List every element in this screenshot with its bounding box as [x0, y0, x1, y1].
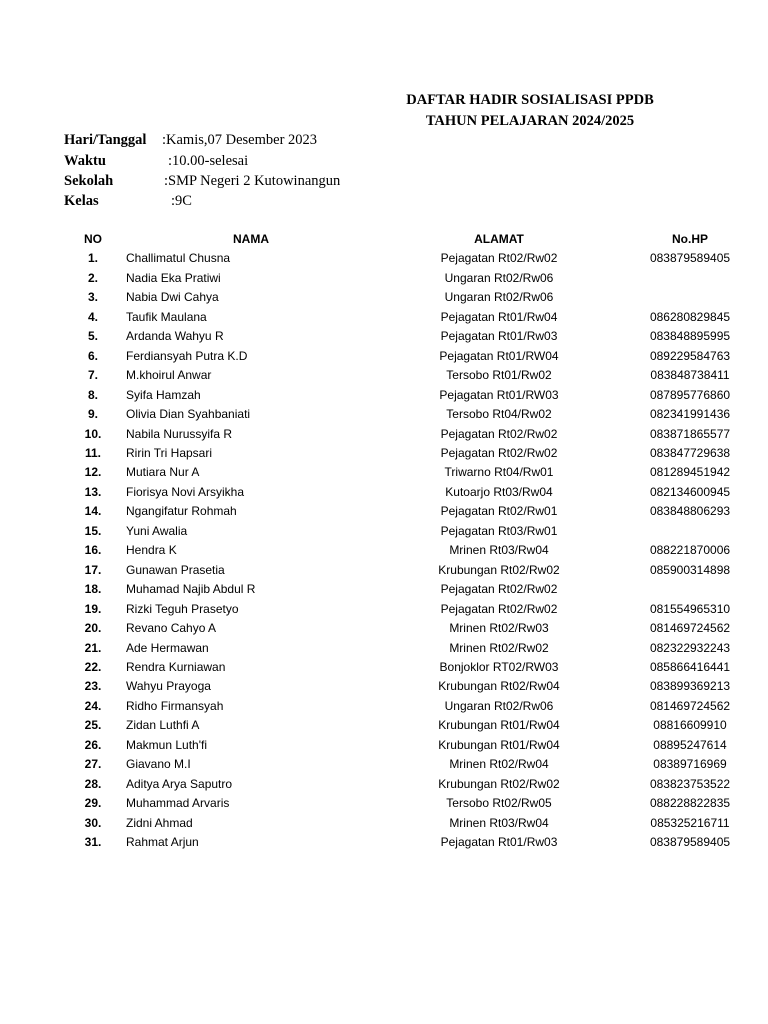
table-row	[60, 697, 758, 716]
student-phone: 087895776860	[649, 387, 731, 402]
student-name: Taufik Maulana	[126, 309, 207, 324]
meta-hari-tanggal	[64, 130, 318, 150]
row-number: 19.	[84, 601, 102, 616]
student-phone: 081554965310	[649, 601, 731, 616]
student-name: Ardanda Wahyu R	[126, 329, 224, 344]
student-address: Pejagatan Rt01/RW04	[439, 348, 559, 363]
row-number: 21.	[84, 640, 102, 655]
student-address: Pejagatan Rt02/Rw02	[440, 601, 558, 616]
row-number: 27.	[84, 757, 102, 772]
table-row	[60, 288, 758, 307]
student-phone: 08816609910	[653, 718, 727, 733]
student-name: Ngangifatur Rohmah	[126, 504, 237, 519]
row-number: 23.	[84, 679, 102, 694]
table-row	[60, 308, 758, 327]
table-row	[60, 502, 758, 521]
student-address: Bonjoklor RT02/RW03	[439, 659, 559, 674]
row-number: 8.	[87, 387, 98, 402]
column-header-no: NO	[84, 232, 102, 246]
student-name: Rendra Kurniawan	[126, 659, 226, 674]
student-address: Ungaran Rt02/Rw06	[444, 270, 554, 285]
student-address: Pejagatan Rt03/Rw01	[440, 523, 558, 538]
table-header-row	[60, 230, 758, 249]
student-address: Mrinen Rt02/Rw03	[449, 621, 549, 636]
student-address: Pejagatan Rt02/Rw02	[440, 445, 558, 460]
row-number: 18.	[84, 582, 102, 597]
student-address: Krubungan Rt01/Rw04	[438, 737, 560, 752]
row-number: 7.	[87, 368, 98, 383]
student-phone: 083871865577	[649, 426, 731, 441]
student-name: Ade Hermawan	[126, 640, 209, 655]
student-phone	[622, 580, 758, 599]
student-phone	[622, 522, 758, 541]
student-phone: 085325216711	[650, 815, 730, 830]
table-row	[60, 463, 758, 482]
student-address: Kutoarjo Rt03/Rw04	[445, 484, 553, 499]
row-number: 10.	[84, 426, 102, 441]
attendance-table	[60, 230, 758, 853]
meta-value: :9C	[171, 193, 192, 209]
table-row	[60, 425, 758, 444]
student-name: Hendra K	[126, 543, 177, 558]
table-row	[60, 405, 758, 424]
student-address: Ungaran Rt02/Rw06	[444, 290, 554, 305]
student-phone: 083899369213	[649, 679, 731, 694]
table-row	[60, 658, 758, 677]
table-row	[60, 775, 758, 794]
student-name: Nadia Eka Pratiwi	[126, 270, 221, 285]
row-number: 25.	[84, 718, 102, 733]
table-row	[60, 639, 758, 658]
student-phone: 082134600945	[649, 484, 731, 499]
table-row	[60, 677, 758, 696]
row-number: 17.	[84, 562, 102, 577]
student-address: Pejagatan Rt01/Rw04	[440, 309, 558, 324]
meta-sekolah	[64, 171, 341, 191]
student-name: Rizki Teguh Prasetyo	[126, 601, 239, 616]
student-name: Rahmat Arjun	[126, 835, 199, 850]
student-name: Mutiara Nur A	[126, 465, 200, 480]
row-number: 16.	[84, 543, 102, 558]
row-number: 22.	[84, 659, 102, 674]
table-row	[60, 833, 758, 852]
table-row	[60, 561, 758, 580]
student-name: Zidan Luthfi A	[126, 718, 200, 733]
student-address: Pejagatan Rt01/Rw03	[440, 835, 558, 850]
student-address: Pejagatan Rt02/Rw02	[440, 582, 558, 597]
student-phone: 083848895995	[649, 329, 731, 344]
student-phone	[622, 288, 758, 307]
meta-label: Hari/Tanggal	[64, 132, 147, 148]
student-address: Tersobo Rt04/Rw02	[446, 407, 552, 422]
table-row	[60, 794, 758, 813]
row-number: 20.	[84, 621, 102, 636]
student-name: Gunawan Prasetia	[126, 562, 225, 577]
table-row	[60, 483, 758, 502]
student-address: Krubungan Rt01/Rw04	[438, 718, 560, 733]
meta-label: Kelas	[64, 193, 99, 209]
student-phone: 085900314898	[649, 562, 731, 577]
document-title-line1: DAFTAR HADIR SOSIALISASI PPDB	[406, 92, 654, 108]
student-phone: 089229584763	[649, 348, 731, 363]
student-address: Mrinen Rt03/Rw04	[449, 815, 549, 830]
student-phone: 081469724562	[649, 698, 731, 713]
student-phone: 083847729638	[649, 445, 731, 460]
student-address: Pejagatan Rt02/Rw02	[440, 426, 558, 441]
student-name: Muhamad Najib Abdul R	[126, 582, 256, 597]
student-name: Zidni Ahmad	[126, 815, 193, 830]
student-name: Ririn Tri Hapsari	[126, 445, 213, 460]
student-name: M.khoirul Anwar	[126, 368, 212, 383]
student-phone: 082322932243	[649, 640, 731, 655]
student-address: Pejagatan Rt02/Rw01	[440, 504, 558, 519]
row-number: 29.	[84, 796, 102, 811]
column-header-nama: NAMA	[233, 232, 269, 246]
student-phone: 082341991436	[649, 407, 731, 422]
table-row	[60, 386, 758, 405]
table-row	[60, 716, 758, 735]
table-row	[60, 347, 758, 366]
student-address: Mrinen Rt02/Rw02	[449, 640, 549, 655]
table-row	[60, 522, 758, 541]
meta-kelas	[64, 191, 192, 211]
student-phone: 081469724562	[649, 621, 731, 636]
document-title-line2: TAHUN PELAJARAN 2024/2025	[425, 113, 635, 129]
student-phone: 083879589405	[649, 251, 731, 266]
student-address: Pejagatan Rt01/Rw03	[440, 329, 558, 344]
student-phone: 085866416441	[649, 659, 731, 674]
row-number: 12.	[84, 465, 102, 480]
table-row	[60, 814, 758, 833]
table-body	[60, 249, 758, 852]
student-phone: 08895247614	[653, 737, 727, 752]
student-address: Mrinen Rt02/Rw04	[449, 757, 549, 772]
student-name: Wahyu Prayoga	[126, 679, 211, 694]
student-address: Tersobo Rt02/Rw05	[446, 796, 552, 811]
student-phone: 08389716969	[653, 757, 727, 772]
meta-value: :SMP Negeri 2 Kutowinangun	[164, 173, 341, 189]
student-name: Makmun Luth'fi	[126, 737, 207, 752]
student-name: Nabia Dwi Cahya	[126, 290, 219, 305]
student-address: Pejagatan Rt02/Rw02	[440, 251, 558, 266]
row-number: 28.	[84, 776, 102, 791]
table-row	[60, 580, 758, 599]
student-phone: 083823753522	[649, 776, 731, 791]
row-number: 2.	[87, 270, 98, 285]
table-row	[60, 736, 758, 755]
row-number: 24.	[84, 698, 102, 713]
student-name: Yuni Awalia	[126, 523, 188, 538]
student-phone: 086280829845	[649, 309, 731, 324]
student-phone: 083879589405	[649, 835, 731, 850]
row-number: 6.	[87, 348, 98, 363]
student-address: Krubungan Rt02/Rw02	[438, 776, 560, 791]
student-name: Syifa Hamzah	[126, 387, 201, 402]
meta-label: Waktu	[64, 153, 106, 169]
row-number: 26.	[84, 737, 102, 752]
student-name: Giavano M.I	[126, 757, 191, 772]
student-address: Ungaran Rt02/Rw06	[444, 698, 554, 713]
student-address: Mrinen Rt03/Rw04	[449, 543, 549, 558]
table-row	[60, 327, 758, 346]
row-number: 1.	[87, 251, 98, 266]
student-name: Muhammad Arvaris	[126, 796, 230, 811]
student-phone: 081289451942	[649, 465, 731, 480]
meta-label: Sekolah	[64, 173, 114, 189]
row-number: 5.	[87, 329, 98, 344]
student-phone	[622, 269, 758, 288]
column-header-alamat: ALAMAT	[474, 232, 524, 246]
student-address: Triwarno Rt04/Rw01	[444, 465, 554, 480]
row-number: 11.	[84, 445, 102, 460]
student-phone: 083848806293	[649, 504, 731, 519]
table-row	[60, 600, 758, 619]
table-row	[60, 541, 758, 560]
row-number: 13.	[84, 484, 102, 499]
student-name: Fiorisya Novi Arsyikha	[126, 484, 245, 499]
student-name: Nabila Nurussyifa R	[126, 426, 233, 441]
table-row	[60, 444, 758, 463]
student-name: Ridho Firmansyah	[126, 698, 224, 713]
row-number: 15.	[84, 523, 102, 538]
student-name: Aditya Arya Saputro	[126, 776, 233, 791]
student-name: Challimatul Chusna	[126, 251, 231, 266]
table-row	[60, 366, 758, 385]
row-number: 9.	[87, 407, 98, 422]
meta-waktu	[64, 151, 249, 171]
student-address: Krubungan Rt02/Rw04	[438, 679, 560, 694]
meta-value: :10.00-selesai	[168, 153, 249, 169]
student-phone: 083848738411	[650, 368, 730, 383]
student-phone: 088228822835	[649, 796, 731, 811]
table-row	[60, 269, 758, 288]
table-row	[60, 619, 758, 638]
student-address: Tersobo Rt01/Rw02	[446, 368, 552, 383]
student-name: Ferdiansyah Putra K.D	[126, 348, 248, 363]
row-number: 4.	[87, 309, 98, 324]
row-number: 3.	[87, 290, 98, 305]
student-phone: 088221870006	[649, 543, 731, 558]
student-name: Revano Cahyo A	[126, 621, 217, 636]
row-number: 31.	[84, 835, 102, 850]
student-address: Krubungan Rt02/Rw02	[438, 562, 560, 577]
table-row	[60, 755, 758, 774]
student-name: Olivia Dian Syahbaniati	[126, 407, 251, 422]
table-row	[60, 249, 758, 268]
row-number: 14.	[84, 504, 102, 519]
row-number: 30.	[84, 815, 102, 830]
student-address: Pejagatan Rt01/RW03	[439, 387, 559, 402]
column-header-hp: No.HP	[672, 232, 708, 246]
meta-value: :Kamis,07 Desember 2023	[162, 132, 318, 148]
